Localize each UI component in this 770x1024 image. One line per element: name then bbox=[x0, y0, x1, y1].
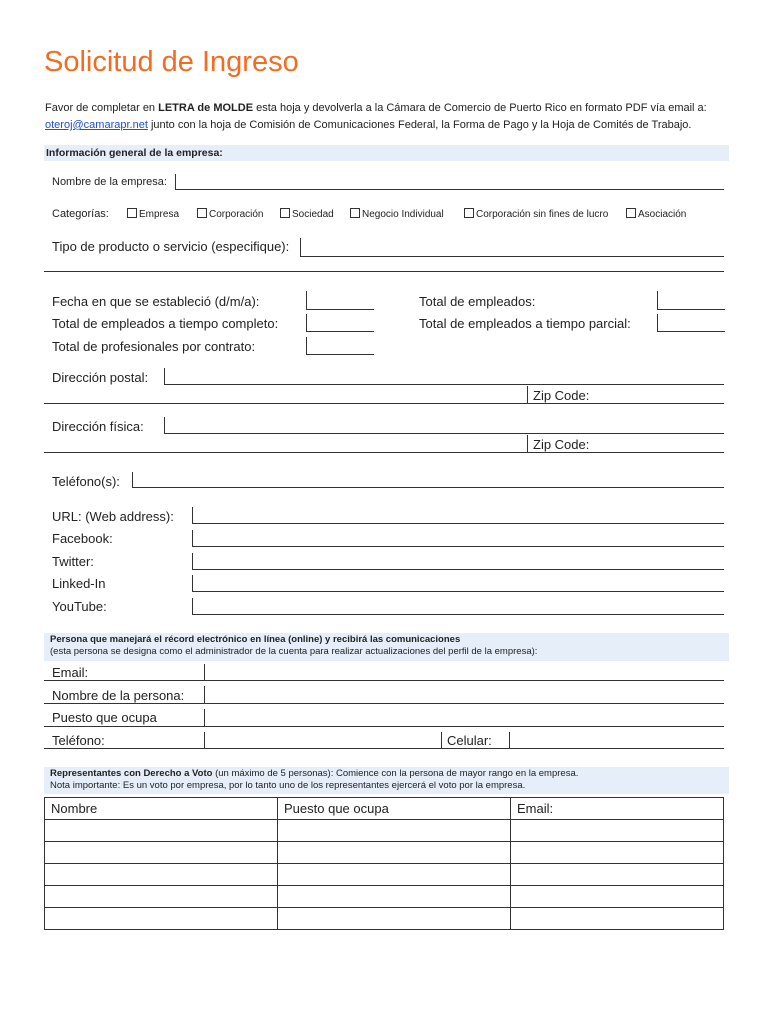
phone-bar bbox=[132, 472, 133, 488]
checkbox-corporacion[interactable] bbox=[197, 208, 263, 220]
table-row bbox=[45, 886, 724, 908]
postal-label: Dirección postal: bbox=[52, 370, 149, 385]
twitter-label: Twitter: bbox=[52, 554, 94, 569]
url-label: URL: (Web address): bbox=[52, 509, 174, 524]
table-cell[interactable] bbox=[45, 908, 278, 930]
intro-post: esta hoja y devolverla a la Cámara de Comercio de Puerto Rico en formato PDF vía email a: bbox=[253, 102, 707, 114]
product-field-line-2[interactable] bbox=[44, 271, 724, 272]
url-bar bbox=[192, 507, 193, 524]
total-employees-label: Total de empleados: bbox=[419, 294, 536, 309]
phone-label: Teléfono(s): bbox=[52, 474, 120, 489]
contact-header-text: Persona que manejará el récord electrónico en línea (online) y recibirá las comunicaciones bbox=[50, 634, 461, 645]
checkbox-sin-fines-de-lucro[interactable] bbox=[464, 208, 608, 220]
checkbox-label: Sociedad bbox=[292, 209, 334, 220]
twitter-bar bbox=[192, 553, 193, 570]
page-title: Solicitud de Ingreso bbox=[44, 46, 299, 78]
contact-phone-field[interactable] bbox=[44, 748, 724, 749]
established-label: Fecha en que se estableció (d/m/a): bbox=[52, 294, 260, 309]
column-header-nombre: Nombre bbox=[45, 798, 278, 820]
linkedin-label: Linked-In bbox=[52, 576, 106, 591]
product-bar bbox=[300, 238, 301, 257]
facebook-bar bbox=[192, 530, 193, 547]
physical-field[interactable] bbox=[164, 433, 724, 434]
checkbox-box bbox=[127, 208, 137, 218]
column-header-puesto: Puesto que ocupa bbox=[278, 798, 511, 820]
physical-label: Dirección física: bbox=[52, 419, 144, 434]
checkbox-box bbox=[280, 208, 290, 218]
checkbox-label: Asociación bbox=[638, 209, 687, 220]
contact-phone-label: Teléfono: bbox=[52, 733, 105, 748]
contract-label: Total de profesionales por contrato: bbox=[52, 339, 256, 354]
contract-field[interactable] bbox=[306, 337, 374, 355]
column-header-email: Email: bbox=[511, 798, 724, 820]
table-row bbox=[45, 842, 724, 864]
company-name-bar bbox=[175, 174, 176, 190]
table-cell[interactable] bbox=[45, 886, 278, 908]
intro-pre: Favor de completar en bbox=[45, 102, 159, 114]
checkbox-negocio-individual[interactable] bbox=[350, 208, 444, 220]
representatives-header-rest: (un máximo de 5 personas): Comience con la persona de mayor rango en la empresa. bbox=[212, 768, 579, 779]
twitter-field[interactable] bbox=[192, 569, 724, 570]
table-cell[interactable] bbox=[45, 842, 278, 864]
facebook-label: Facebook: bbox=[52, 531, 113, 546]
product-label: Tipo de producto o servicio (especifique): bbox=[52, 239, 290, 254]
total-employees-field[interactable] bbox=[657, 291, 725, 310]
parttime-field[interactable] bbox=[657, 314, 725, 332]
physical-bar bbox=[164, 417, 165, 434]
table-cell[interactable] bbox=[278, 820, 511, 842]
checkbox-sociedad[interactable] bbox=[280, 208, 334, 220]
contact-email-bar bbox=[204, 664, 205, 680]
checkbox-label: Corporación bbox=[209, 209, 264, 220]
checkbox-box bbox=[350, 208, 360, 218]
table-cell[interactable] bbox=[45, 864, 278, 886]
contact-phone-bar bbox=[204, 732, 205, 748]
postal-zip-bar bbox=[527, 386, 528, 403]
linkedin-bar bbox=[192, 575, 193, 592]
table-cell[interactable] bbox=[278, 886, 511, 908]
checkbox-label: Empresa bbox=[139, 209, 180, 220]
youtube-label: YouTube: bbox=[52, 599, 107, 614]
general-section-header bbox=[44, 145, 729, 161]
table-header-row bbox=[45, 798, 724, 820]
contact-email-label: Email: bbox=[52, 665, 89, 680]
physical-zip-bar bbox=[527, 435, 528, 452]
checkbox-empresa[interactable] bbox=[127, 208, 179, 220]
postal-field[interactable] bbox=[164, 384, 724, 385]
checkbox-label: Corporación sin fines de lucro bbox=[476, 209, 609, 220]
contact-section-header bbox=[44, 633, 729, 661]
established-field[interactable] bbox=[306, 291, 374, 310]
physical-field-line-2[interactable] bbox=[44, 452, 724, 453]
table-cell[interactable] bbox=[511, 886, 724, 908]
table-cell[interactable] bbox=[511, 842, 724, 864]
postal-field-line-2[interactable] bbox=[44, 403, 724, 404]
table-cell[interactable] bbox=[511, 820, 724, 842]
table-cell[interactable] bbox=[511, 864, 724, 886]
postal-zip-label: Zip Code: bbox=[533, 388, 590, 403]
representatives-table bbox=[44, 797, 724, 930]
general-header-text: Información general de la empresa: bbox=[46, 147, 223, 159]
url-field[interactable] bbox=[192, 523, 724, 524]
contact-cell-label: Celular: bbox=[447, 733, 492, 748]
checkbox-label: Negocio Individual bbox=[362, 209, 444, 220]
contact-phone-divider bbox=[441, 732, 442, 748]
fulltime-label: Total de empleados a tiempo completo: bbox=[52, 316, 279, 331]
contact-subheader-text: (esta persona se designa como el administrador de la cuenta para realizar actualizaciones del perfil de la empresa): bbox=[50, 646, 538, 657]
contact-name-field[interactable] bbox=[44, 703, 724, 704]
phone-field[interactable] bbox=[132, 487, 724, 488]
company-name-label: Nombre de la empresa: bbox=[52, 176, 167, 188]
company-name-field[interactable] bbox=[175, 189, 724, 190]
categories-label: Categorías: bbox=[52, 208, 109, 220]
product-field[interactable] bbox=[300, 256, 724, 257]
table-cell[interactable] bbox=[45, 820, 278, 842]
table-row bbox=[45, 908, 724, 930]
checkbox-box bbox=[626, 208, 636, 218]
table-row bbox=[45, 820, 724, 842]
physical-zip-label: Zip Code: bbox=[533, 437, 590, 452]
email-link[interactable]: oteroj@camarapr.net bbox=[45, 119, 148, 131]
youtube-bar bbox=[192, 598, 193, 615]
contact-name-label: Nombre de la persona: bbox=[52, 688, 185, 703]
table-row bbox=[45, 864, 724, 886]
contact-cell-bar bbox=[509, 732, 510, 748]
checkbox-box bbox=[464, 208, 474, 218]
table-cell[interactable] bbox=[278, 908, 511, 930]
representatives-section-header bbox=[44, 767, 729, 794]
checkbox-box bbox=[197, 208, 207, 218]
linkedin-field[interactable] bbox=[192, 591, 724, 592]
intro-rest: junto con la hoja de Comisión de Comunicaciones Federal, la Forma de Pago y la Hoja de Comités de Trabajo. bbox=[147, 119, 692, 131]
checkbox-asociacion[interactable] bbox=[626, 208, 686, 220]
contact-position-bar bbox=[204, 709, 205, 726]
contact-name-bar bbox=[204, 686, 205, 703]
representatives-note: Nota importante: Es un voto por empresa, por lo tanto uno de los representantes ejercerá el voto por la empresa. bbox=[50, 780, 526, 791]
intro-bold: LETRA de MOLDE bbox=[158, 102, 254, 114]
table-cell[interactable] bbox=[278, 842, 511, 864]
parttime-label: Total de empleados a tiempo parcial: bbox=[419, 316, 631, 331]
contact-email-field[interactable] bbox=[44, 680, 724, 681]
table-cell[interactable] bbox=[278, 864, 511, 886]
intro-text bbox=[45, 100, 735, 134]
representatives-header-bold: Representantes con Derecho a Voto bbox=[50, 768, 213, 779]
youtube-field[interactable] bbox=[192, 614, 724, 615]
contact-position-field[interactable] bbox=[44, 726, 724, 727]
postal-bar bbox=[164, 368, 165, 385]
facebook-field[interactable] bbox=[192, 546, 724, 547]
contact-position-label: Puesto que ocupa bbox=[52, 710, 157, 725]
fulltime-field[interactable] bbox=[306, 314, 374, 332]
table-cell[interactable] bbox=[511, 908, 724, 930]
